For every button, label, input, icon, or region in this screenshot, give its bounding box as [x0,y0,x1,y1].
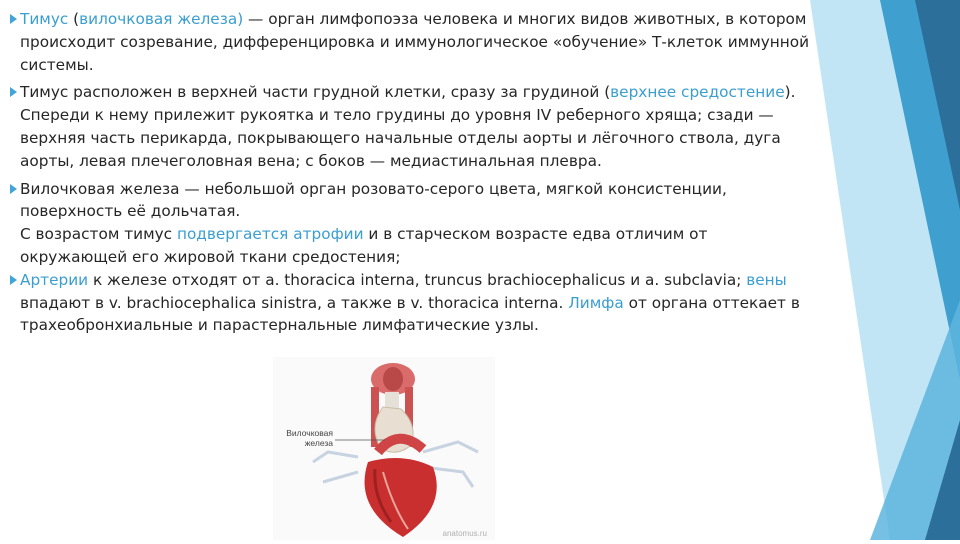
veins-text: впадают в v. brachiocephalica sinistra, а также в v. thoracica interna. [20,293,569,312]
slide-body [10,8,810,342]
thymus-anatomy-figure [273,357,495,540]
figure-watermark: anatomus.ru [442,529,487,538]
link-veins[interactable]: вены [746,270,787,289]
link-atrophy[interactable]: подвергается атрофии [176,225,364,244]
anatomy-illustration [273,357,495,540]
bullet-icon [10,184,17,194]
arteries-text: к железе отходят от a. thoracica interna, truncus brachiocephalicus и a. subclavia; [88,270,747,289]
link-upper-mediastinum[interactable]: верхнее средостение [610,83,785,102]
paragraph-thymus-definition [10,8,810,76]
paragraph-description [10,178,810,269]
location-intro: Тимус расположен в верхней части грудной клетки, сразу за грудиной ( [20,83,611,102]
paren-open: ( [68,10,80,28]
bullet-icon [10,87,17,97]
atrophy-after: и в старческом возрасте едва отличим от окружающей его жировой ткани средостения; [20,225,708,266]
location-text: ). Спереди к нему прилежит рукоятка и тело грудины до уровня IV реберного хряща; сзади — верхняя часть перикарда, покрывающего начальные отделы аорты и лёгочного ствола, дуга аорты, левая плечеголовная вена; с боков — медиастинальная плевра. [20,83,796,170]
link-arteries[interactable]: Артерии [20,270,89,289]
paragraph-vessels [10,269,810,337]
link-lymph[interactable]: Лимфа [568,293,624,312]
bullet-icon [10,275,17,285]
atrophy-before: С возрастом тимус [20,225,177,244]
paragraph-location [10,81,810,172]
thymus-figure-label: Вилочковая железа [286,428,333,448]
bullet-icon [10,14,17,24]
description-line: Вилочковая железа — небольшой орган розовато-серого цвета, мягкой консистенции, поверхность её дольчатая. [20,179,727,221]
term-thymus[interactable]: Тимус [20,10,69,28]
term-thymus-alt[interactable]: вилочковая железа) [79,10,244,28]
lymph-text: от органа оттекает в трахеобронхиальные и парастернальные лимфатические узлы. [20,293,800,335]
definition-text: — орган лимфопоэза человека и многих видов животных, в котором происходит созревание, дифференцировка и иммунологическое «обучение» Т-клеток иммунной системы. [20,10,810,74]
